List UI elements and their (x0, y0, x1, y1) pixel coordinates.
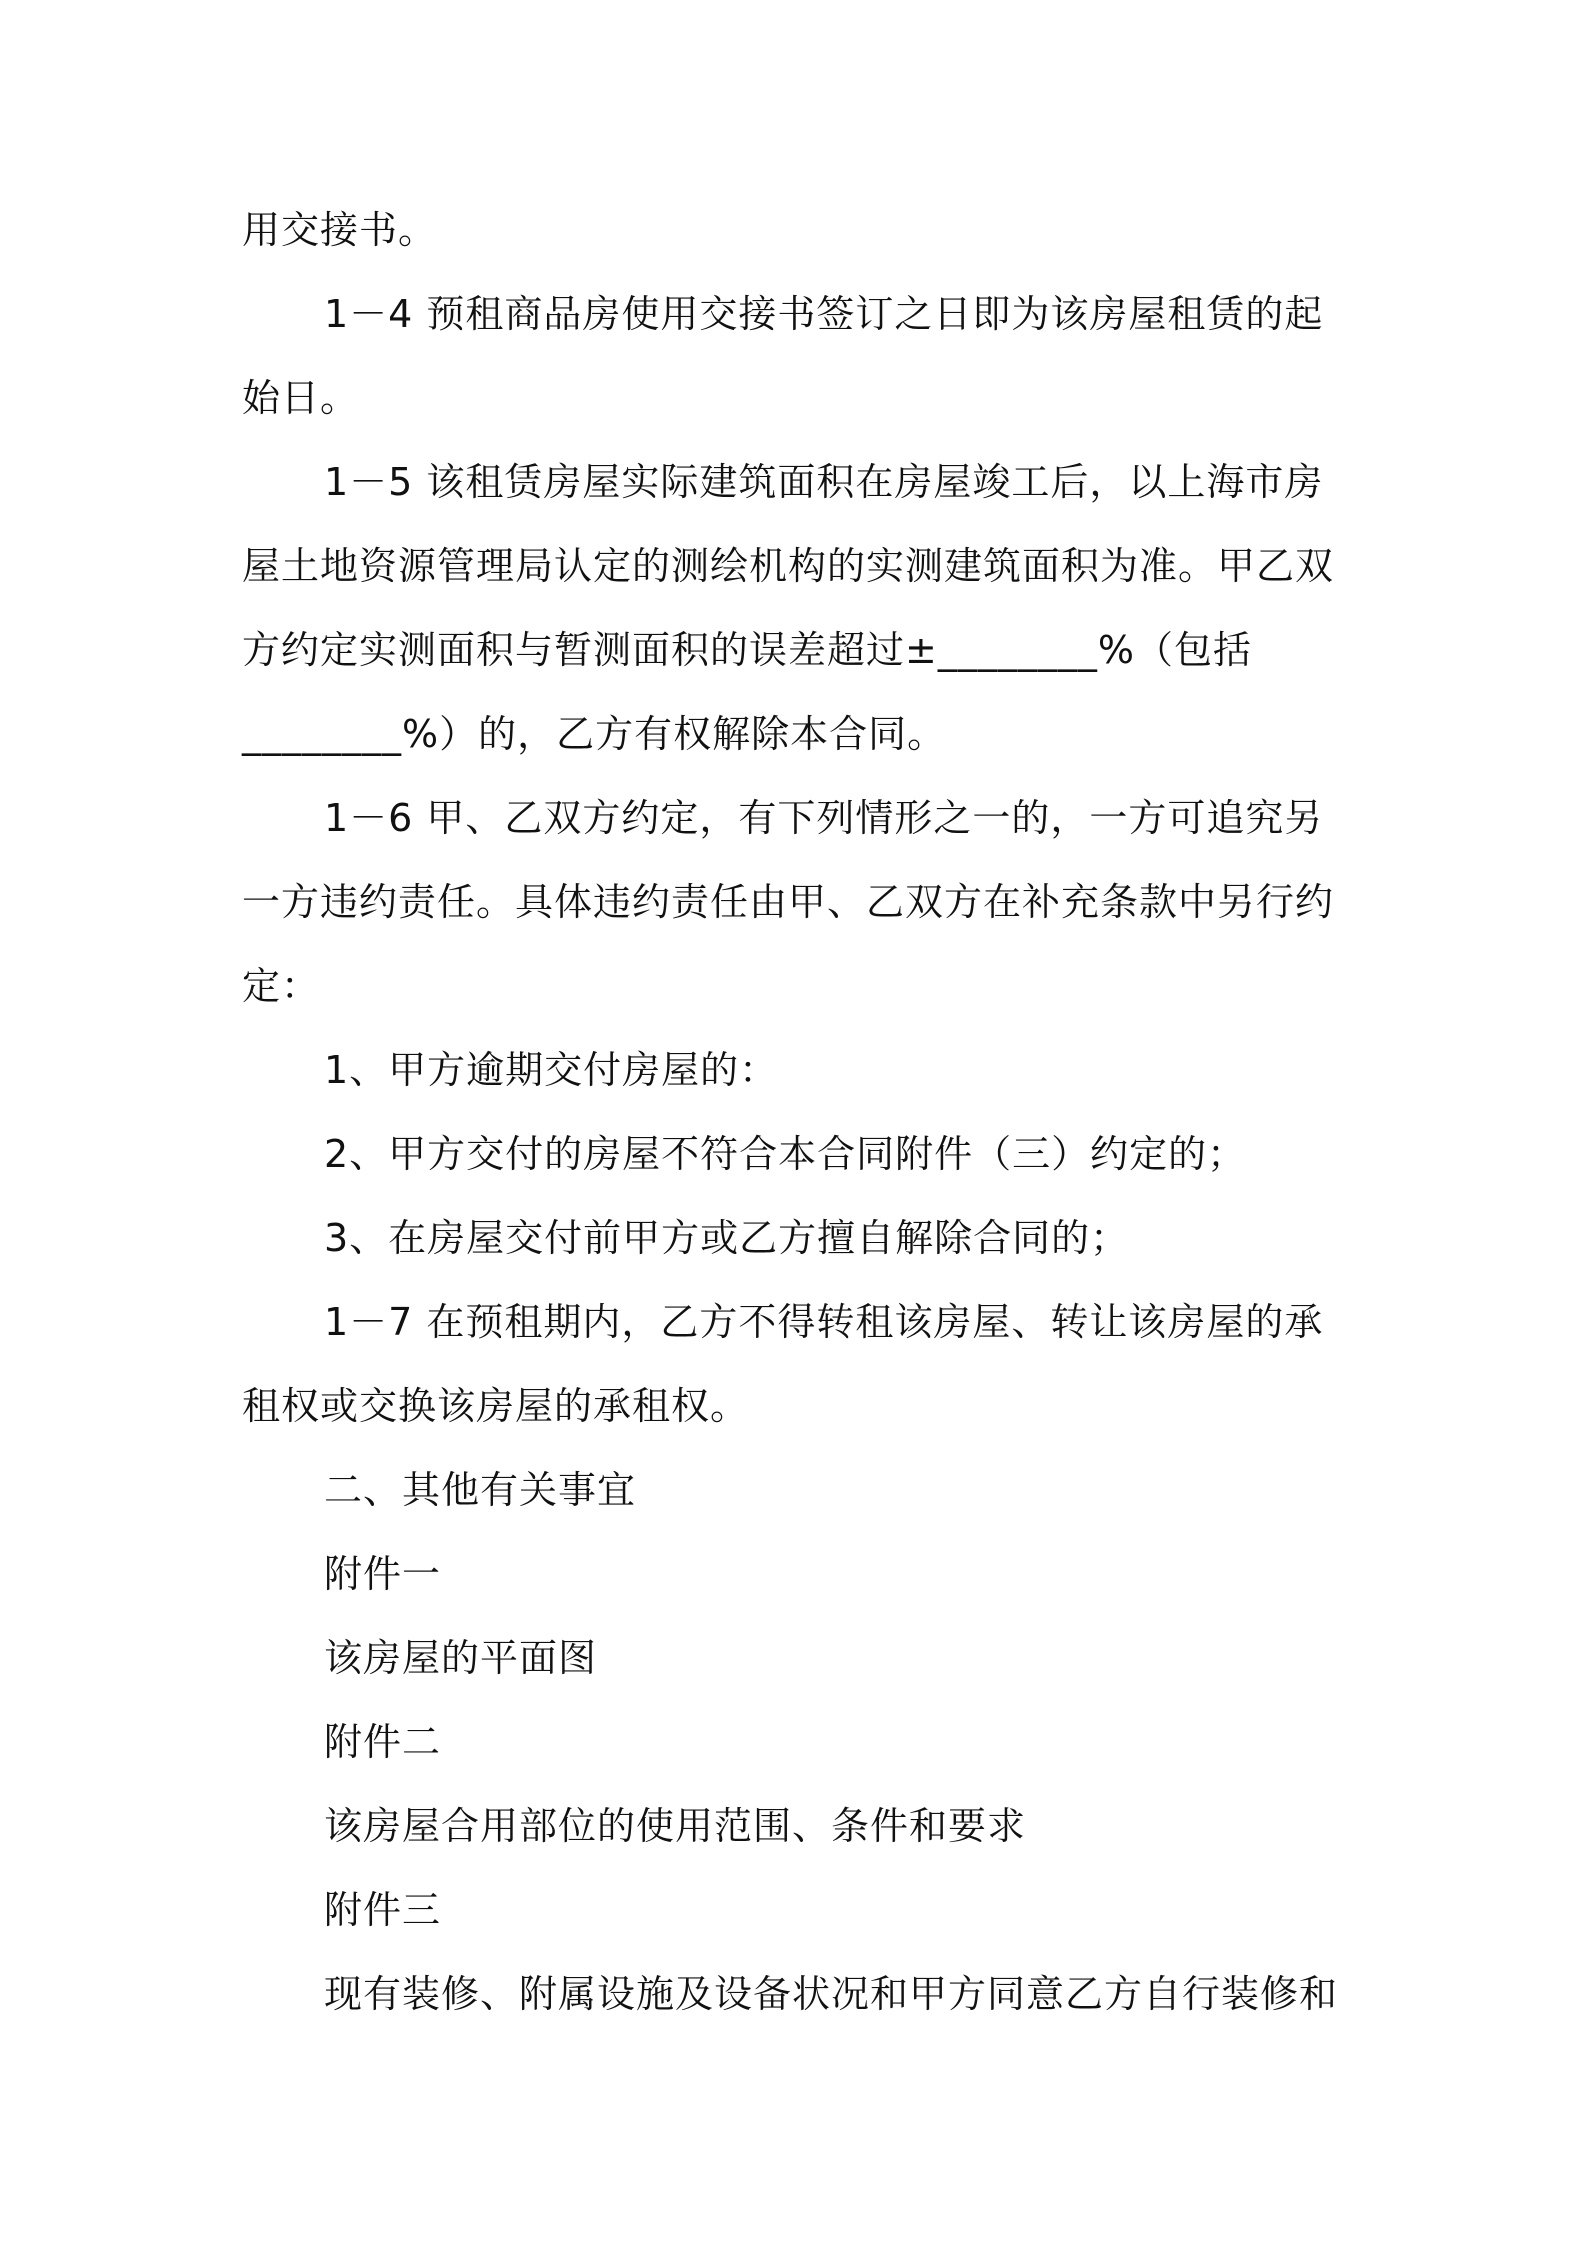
text-line-1: 用交接书。 (242, 208, 438, 252)
attachment-2-title: 附件二 (324, 1720, 442, 1764)
clause-1-4-line-1: 1－4 预租商品房使用交接书签订之日即为该房屋租赁的起 (324, 292, 1324, 336)
list-item-1: 1、甲方逾期交付房屋的： (324, 1048, 779, 1092)
section-heading-other-matters: 二、其他有关事宜 (324, 1468, 637, 1512)
attachment-3-description: 现有装修、附属设施及设备状况和甲方同意乙方自行装修和 (324, 1972, 1339, 2016)
list-item-3: 3、在房屋交付前甲方或乙方擅自解除合同的； (324, 1216, 1130, 1260)
clause-1-7-line-1: 1－7 在预租期内，乙方不得转租该房屋、转让该房屋的承 (324, 1300, 1324, 1344)
attachment-2-description: 该房屋合用部位的使用范围、条件和要求 (324, 1804, 1027, 1848)
clause-1-5-line-3: 方约定实测面积与暂测面积的误差超过±________%（包括 (242, 628, 1252, 672)
clause-1-6-line-2: 一方违约责任。具体违约责任由甲、乙双方在补充条款中另行约 (242, 880, 1335, 924)
clause-1-7-line-2: 租权或交换该房屋的承租权。 (242, 1384, 750, 1428)
attachment-1-description: 该房屋的平面图 (324, 1636, 598, 1680)
list-item-2: 2、甲方交付的房屋不符合本合同附件（三）约定的； (324, 1132, 1247, 1176)
clause-1-5-line-1: 1－5 该租赁房屋实际建筑面积在房屋竣工后，以上海市房 (324, 460, 1324, 504)
clause-1-4-line-2: 始日。 (242, 376, 360, 420)
clause-1-5-line-4: ________%）的，乙方有权解除本合同。 (242, 712, 947, 756)
clause-1-6-line-1: 1－6 甲、乙双方约定，有下列情形之一的，一方可追究另 (324, 796, 1324, 840)
attachment-1-title: 附件一 (324, 1552, 442, 1596)
attachment-3-title: 附件三 (324, 1888, 442, 1932)
clause-1-5-line-2: 屋土地资源管理局认定的测绘机构的实测建筑面积为准。甲乙双 (242, 544, 1335, 588)
clause-1-6-line-3: 定： (242, 964, 321, 1008)
